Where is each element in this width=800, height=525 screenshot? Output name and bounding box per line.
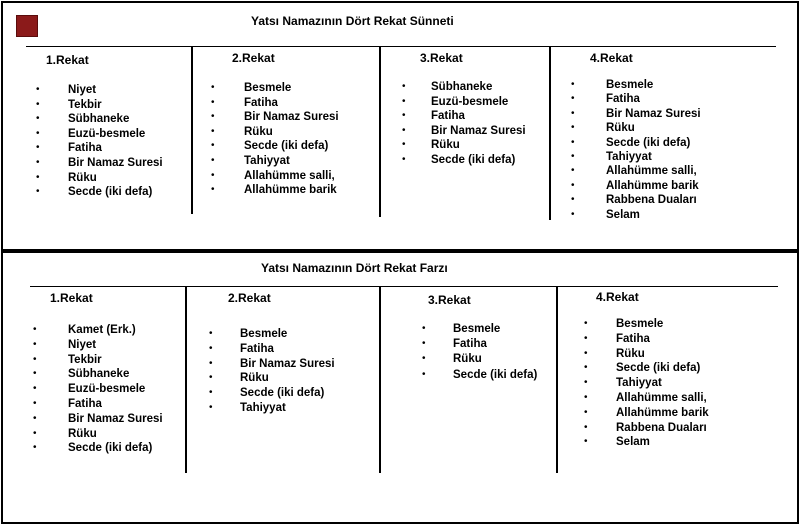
bullet-icon: • <box>211 96 215 108</box>
bullet-icon: • <box>209 402 213 413</box>
list-item: Besmele <box>606 79 654 91</box>
list-item: Tahiyyat <box>244 155 290 167</box>
bullet-icon: • <box>33 442 37 454</box>
bullet-icon: • <box>33 368 37 380</box>
list-item: Fatiha <box>68 398 102 410</box>
bullet-icon: • <box>36 98 40 110</box>
bullet-icon: • <box>422 338 426 350</box>
bullet-icon: • <box>33 324 37 335</box>
sunnet-header-rule <box>26 46 776 47</box>
bullet-icon: • <box>571 151 575 162</box>
list-item: Allahümme salli, <box>616 392 707 404</box>
sunnet-divider-3 <box>549 47 551 220</box>
bullet-icon: • <box>33 398 37 409</box>
farz-rekat-3-header: 3.Rekat <box>428 293 471 307</box>
bullet-icon: • <box>402 139 406 151</box>
sunnet-rekat-1-header: 1.Rekat <box>46 53 89 67</box>
list-item: Fatiha <box>68 142 102 155</box>
list-item: Tahiyyat <box>240 402 286 414</box>
bullet-icon: • <box>36 171 40 183</box>
bullet-icon: • <box>36 84 40 95</box>
bullet-icon: • <box>211 184 215 196</box>
bullet-icon: • <box>211 125 215 137</box>
list-item: Allahümme salli, <box>244 169 335 182</box>
list-item: Secde (iki defa) <box>453 368 538 381</box>
farz-rekat-4-header: 4.Rekat <box>596 290 639 304</box>
list-item: Fatiha <box>244 96 278 109</box>
bullet-icon: • <box>211 169 215 181</box>
bullet-icon: • <box>571 194 575 206</box>
bullet-icon: • <box>584 436 588 448</box>
bullet-icon: • <box>402 95 406 107</box>
bullet-icon: • <box>211 111 215 123</box>
list-item: Tekbir <box>68 98 102 111</box>
farz-divider-3 <box>556 287 558 473</box>
bullet-icon: • <box>402 154 406 165</box>
bullet-icon: • <box>33 427 37 439</box>
bullet-icon: • <box>584 362 588 374</box>
list-item: Besmele <box>240 328 288 340</box>
bullet-icon: • <box>584 332 588 344</box>
bullet-icon: • <box>209 387 213 399</box>
bullet-icon: • <box>402 124 406 136</box>
sunnet-divider-1 <box>191 47 193 214</box>
list-item: Secde (iki defa) <box>244 140 329 153</box>
list-item: Tekbir <box>68 353 102 366</box>
list-item: Rüku <box>244 125 273 138</box>
list-item: Sübhaneke <box>68 113 130 126</box>
farz-header-rule <box>30 286 778 287</box>
list-item: Fatiha <box>431 110 465 123</box>
sunnet-rekat-3-header: 3.Rekat <box>420 51 463 65</box>
list-item: Secde (iki defa) <box>240 387 325 400</box>
bullet-icon: • <box>571 122 575 134</box>
bullet-icon: • <box>36 186 40 198</box>
bullet-icon: • <box>584 347 588 359</box>
bullet-icon: • <box>571 136 575 148</box>
list-item: Bir Namaz Suresi <box>431 124 526 137</box>
list-item: Secde (iki defa) <box>68 442 153 455</box>
bullet-icon: • <box>36 142 40 154</box>
bullet-icon: • <box>209 342 213 354</box>
bullet-icon: • <box>209 328 213 339</box>
bullet-icon: • <box>33 353 37 365</box>
list-item: Euzü-besmele <box>68 383 146 396</box>
bullet-icon: • <box>33 383 37 395</box>
list-item: Allahümme barik <box>616 406 709 419</box>
bullet-icon: • <box>571 208 575 220</box>
bullet-icon: • <box>211 155 215 166</box>
sunnet-rekat-4-header: 4.Rekat <box>590 51 633 65</box>
list-item: Rüku <box>240 372 269 385</box>
list-item: Fatiha <box>240 342 274 355</box>
farz-divider-2 <box>379 287 381 473</box>
bullet-icon: • <box>584 406 588 418</box>
logo-square-icon <box>16 15 38 37</box>
list-item: Secde (iki defa) <box>606 136 691 149</box>
list-item: Sübhaneke <box>68 368 130 381</box>
list-item: Euzü-besmele <box>431 95 509 108</box>
list-item: Rüku <box>606 122 635 135</box>
bullet-icon: • <box>571 179 575 191</box>
list-item: Rabbena Duaları <box>606 194 697 207</box>
list-item: Allahümme barik <box>244 184 337 197</box>
list-item: Besmele <box>616 318 664 330</box>
farz-rekat-2-header: 2.Rekat <box>228 291 271 305</box>
bullet-icon: • <box>33 338 37 350</box>
list-item: Rabbena Duaları <box>616 421 707 434</box>
bullet-icon: • <box>584 392 588 403</box>
list-item: Secde (iki defa) <box>431 154 516 166</box>
list-item: Fatiha <box>606 93 640 106</box>
sunnet-rekat-2-header: 2.Rekat <box>232 51 275 65</box>
list-item: Sübhaneke <box>431 81 493 93</box>
bullet-icon: • <box>584 377 588 389</box>
list-item: Niyet <box>68 338 97 351</box>
list-item: Bir Namaz Suresi <box>68 412 163 425</box>
list-item: Bir Namaz Suresi <box>68 157 163 169</box>
farz-title: Yatsı Namazının Dört Rekat Farzı <box>261 261 448 275</box>
bullet-icon: • <box>571 79 575 90</box>
bullet-icon: • <box>209 357 213 369</box>
list-item: Besmele <box>453 323 501 335</box>
bullet-icon: • <box>36 127 40 139</box>
bullet-icon: • <box>571 165 575 177</box>
list-item: Rüku <box>616 347 645 360</box>
list-item: Allahümme barik <box>606 179 699 192</box>
list-item: Bir Namaz Suresi <box>606 107 701 120</box>
sunnet-title: Yatsı Namazının Dört Rekat Sünneti <box>251 14 454 28</box>
list-item: Selam <box>606 208 640 221</box>
farz-divider-1 <box>185 287 187 473</box>
bullet-icon: • <box>211 82 215 93</box>
bullet-icon: • <box>422 323 426 334</box>
list-item: Rüku <box>453 353 482 366</box>
list-item: Bir Namaz Suresi <box>244 111 339 124</box>
bullet-icon: • <box>36 113 40 125</box>
list-item: Kamet (Erk.) <box>68 324 136 336</box>
list-item: Rüku <box>68 171 97 184</box>
sunnet-divider-2 <box>379 47 381 217</box>
bullet-icon: • <box>211 140 215 152</box>
list-item: Secde (iki defa) <box>68 186 153 199</box>
list-item: Euzü-besmele <box>68 127 146 140</box>
list-item: Tahiyyat <box>606 151 652 163</box>
list-item: Besmele <box>244 82 292 94</box>
bullet-icon: • <box>36 157 40 168</box>
bullet-icon: • <box>209 372 213 384</box>
bullet-icon: • <box>584 421 588 433</box>
list-item: Selam <box>616 436 650 449</box>
list-item: Secde (iki defa) <box>616 362 701 375</box>
list-item: Fatiha <box>453 338 487 351</box>
bullet-icon: • <box>402 81 406 92</box>
list-item: Rüku <box>68 427 97 440</box>
list-item: Niyet <box>68 84 97 96</box>
bullet-icon: • <box>422 353 426 365</box>
bullet-icon: • <box>584 318 588 329</box>
bullet-icon: • <box>571 107 575 119</box>
bullet-icon: • <box>402 110 406 122</box>
list-item: Bir Namaz Suresi <box>240 357 335 370</box>
bullet-icon: • <box>33 412 37 424</box>
bullet-icon: • <box>571 93 575 105</box>
list-item: Fatiha <box>616 332 650 345</box>
list-item: Tahiyyat <box>616 377 662 390</box>
farz-rekat-1-header: 1.Rekat <box>50 291 93 305</box>
bullet-icon: • <box>422 368 426 380</box>
list-item: Rüku <box>431 139 460 152</box>
list-item: Allahümme salli, <box>606 165 697 178</box>
